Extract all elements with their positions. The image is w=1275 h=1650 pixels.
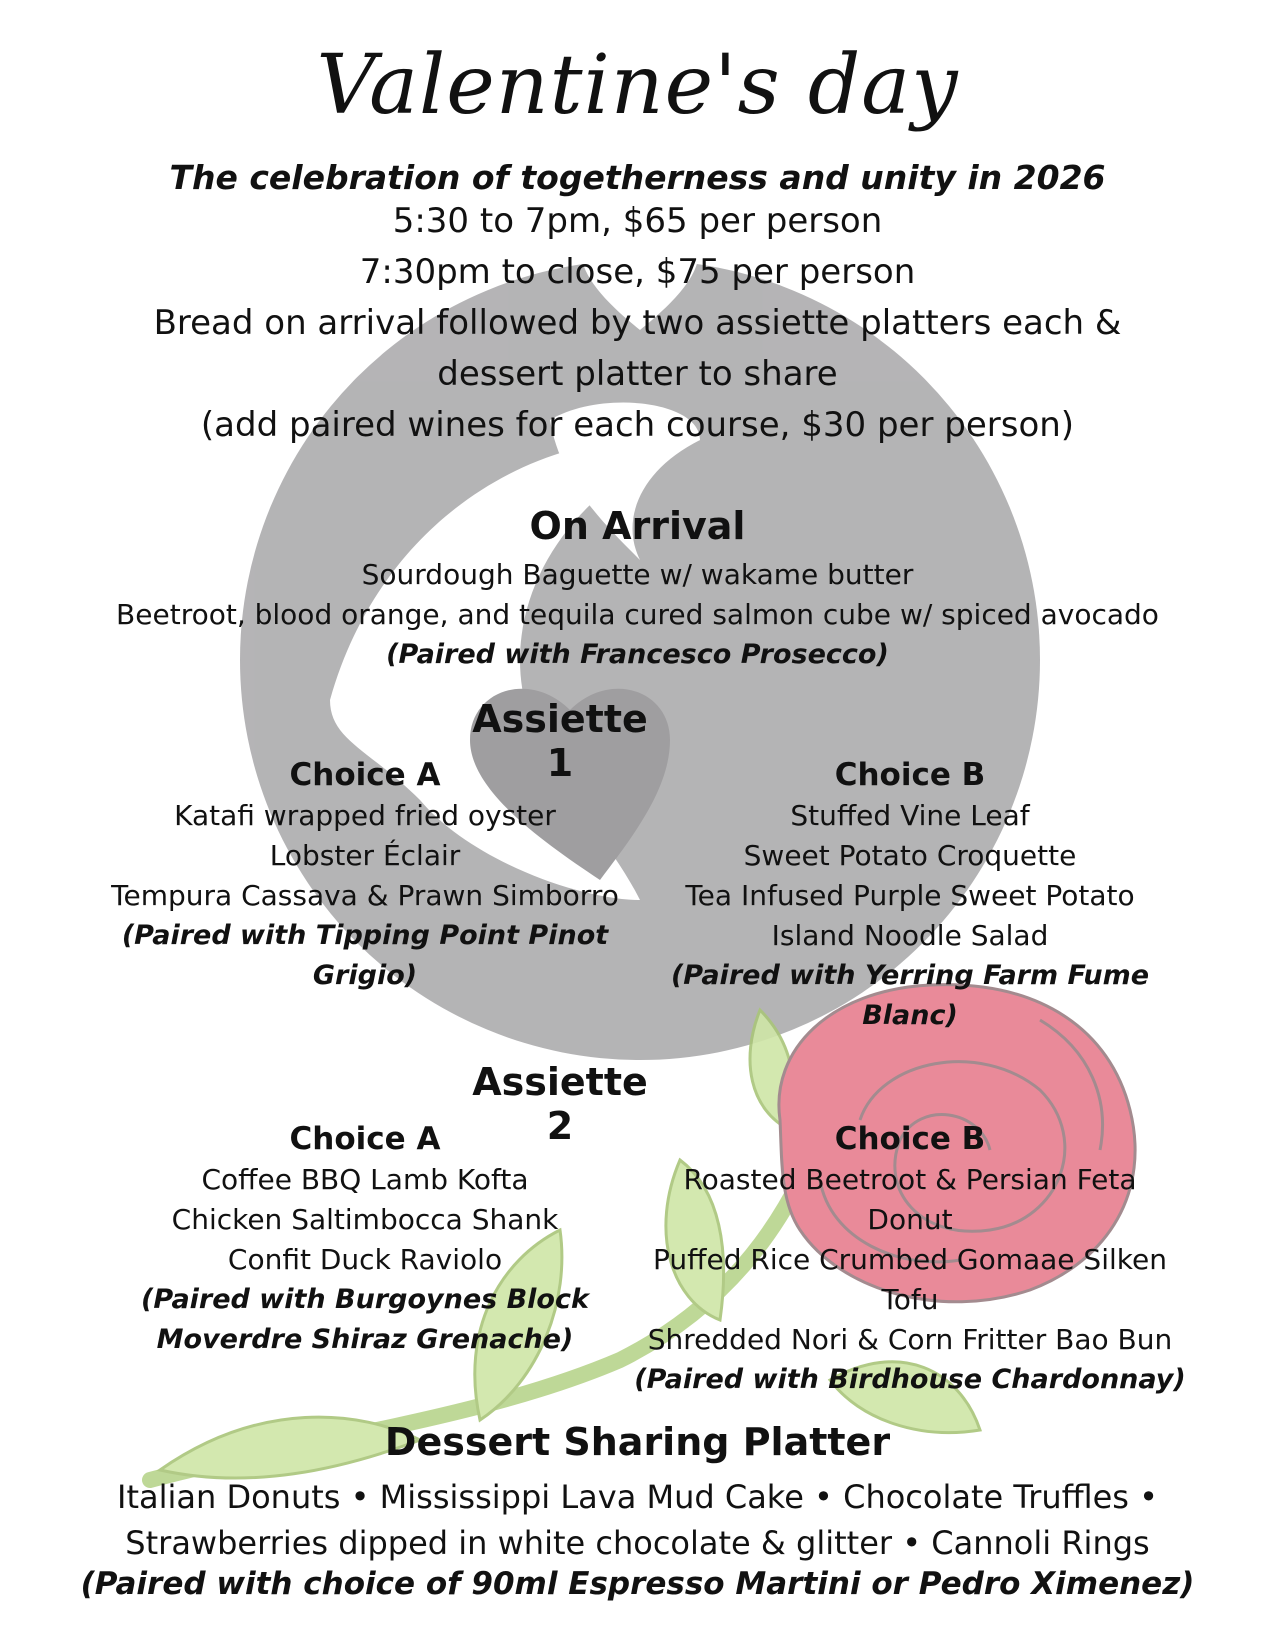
dessert-items — [0, 1474, 1275, 1602]
intro-line: 5:30 to 7pm, $65 per person — [392, 201, 883, 241]
menu-item: Stuffed Vine Leaf — [790, 799, 1030, 832]
choice-label: Choice B — [834, 757, 986, 793]
wine-pairing: Blanc) — [862, 1000, 958, 1031]
menu-item: Sweet Potato Croquette — [743, 839, 1077, 872]
menu-item: Shredded Nori & Corn Fritter Bao Bun — [647, 1323, 1173, 1356]
assiette2-heading: Assiette 2 — [472, 1060, 648, 1148]
intro-line: Bread on arrival followed by two assiette platters each & — [153, 303, 1122, 343]
wine-pairing: (Paired with choice of 90ml Espresso Martini or Pedro Ximenez) — [80, 1566, 1195, 1602]
wine-pairing: (Paired with Yerring Farm Fume — [670, 960, 1150, 991]
subtitle: The celebration of togetherness and unity in 2026 — [169, 158, 1106, 197]
wine-pairing: Grigio) — [312, 960, 418, 991]
menu-item: Coffee BBQ Lamb Kofta — [201, 1163, 529, 1196]
intro-line: 7:30pm to close, $75 per person — [359, 252, 916, 292]
menu-item: Chicken Saltimbocca Shank — [171, 1203, 559, 1236]
assiette1-choice-a — [85, 754, 645, 996]
page-title: Valentine's day — [316, 38, 959, 133]
arrival-heading: On Arrival — [529, 504, 746, 548]
menu-item: Tofu — [881, 1283, 939, 1316]
assiette1-heading: Assiette 1 — [472, 697, 648, 785]
menu-item: Lobster Éclair — [269, 839, 461, 872]
dessert-line: Italian Donuts • Mississippi Lava Mud Cake • Chocolate Truffles • — [117, 1478, 1158, 1516]
dessert-line: Strawberries dipped in white chocolate & glitter • Cannoli Rings — [125, 1524, 1150, 1562]
wine-pairing: Moverdre Shiraz Grenache) — [156, 1324, 574, 1355]
menu-item: Tempura Cassava & Prawn Simborro — [111, 879, 619, 912]
menu-item: Donut — [867, 1203, 953, 1236]
choice-label: Choice B — [834, 1121, 986, 1157]
menu-item: Katafi wrapped fried oyster — [174, 799, 556, 832]
wine-pairing: (Paired with Francesco Prosecco) — [386, 639, 889, 670]
intro-line: dessert platter to share — [437, 354, 838, 394]
assiette2-choice-b — [630, 1118, 1190, 1400]
intro-line: (add paired wines for each course, $30 per person) — [200, 405, 1075, 445]
choice-label: Choice A — [289, 757, 441, 793]
wine-pairing: (Paired with Burgoynes Block — [141, 1284, 589, 1315]
menu-item: Tea Infused Purple Sweet Potato — [685, 879, 1135, 912]
wine-pairing: (Paired with Tipping Point Pinot — [121, 920, 609, 951]
choice-label: Choice A — [289, 1121, 441, 1157]
dessert-heading: Dessert Sharing Platter — [384, 1420, 891, 1464]
menu-item: Island Noodle Salad — [771, 919, 1049, 952]
menu-item: Sourdough Baguette w/ wakame butter — [361, 558, 914, 591]
menu-item: Confit Duck Raviolo — [227, 1243, 503, 1276]
menu-item: Beetroot, blood orange, and tequila cured salmon cube w/ spiced avocado — [116, 598, 1159, 631]
assiette2-choice-a — [85, 1118, 645, 1360]
menu-item: Roasted Beetroot & Persian Feta — [683, 1163, 1137, 1196]
wine-pairing: (Paired with Birdhouse Chardonnay) — [634, 1364, 1186, 1395]
intro-block — [0, 196, 1275, 451]
assiette1-choice-b — [630, 754, 1190, 1036]
menu-item: Puffed Rice Crumbed Gomaae Silken — [653, 1243, 1167, 1276]
arrival-items — [0, 555, 1275, 675]
